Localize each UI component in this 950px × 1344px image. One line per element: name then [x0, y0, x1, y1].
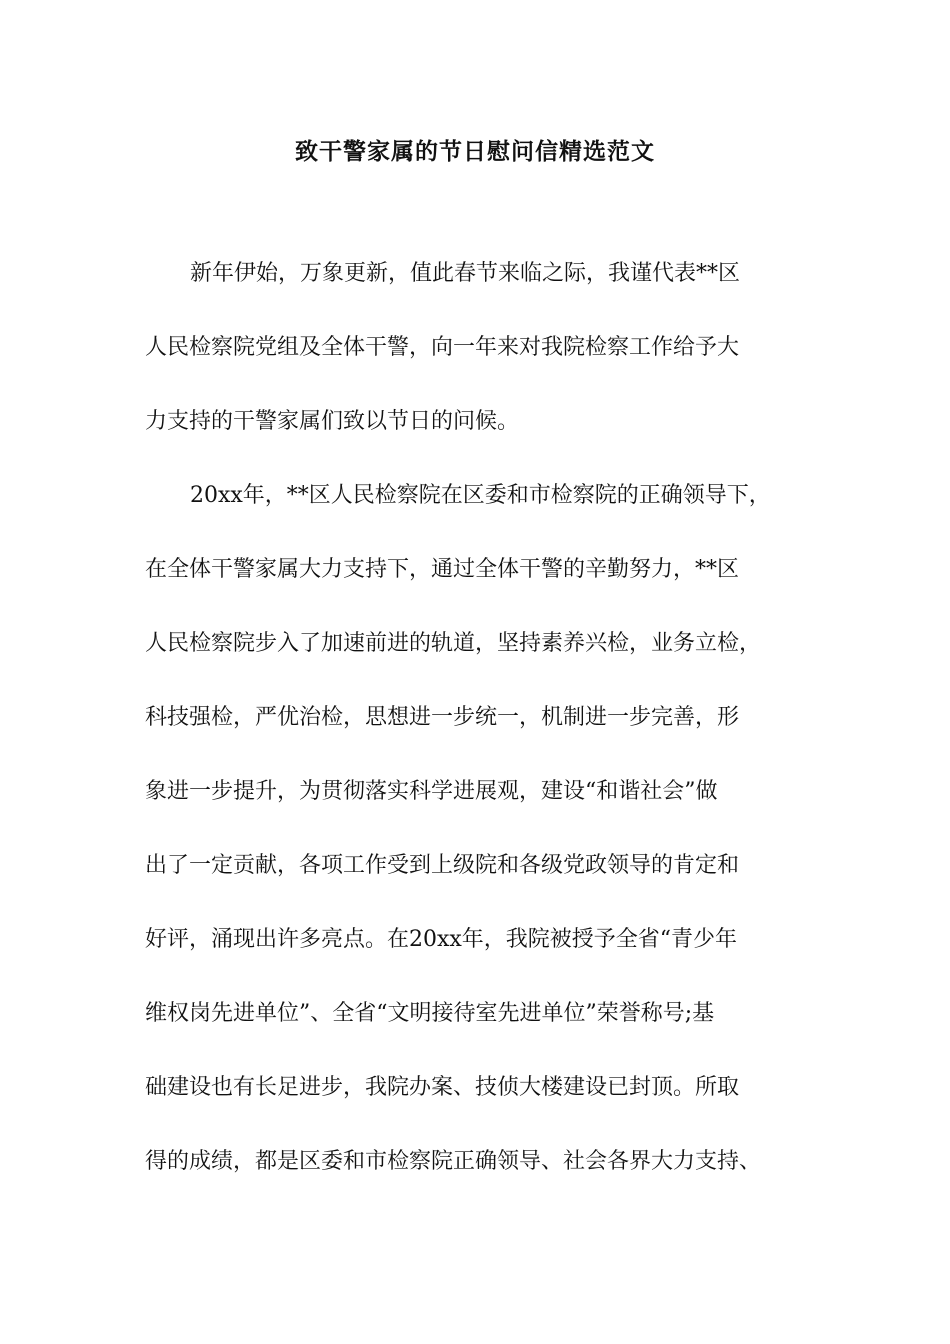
body-line-5: 在全体干警家属大力支持下，通过全体干警的辛勤努力，**区 [145, 557, 740, 582]
body-line-7: 科技强检，严优治检，思想进一步统一，机制进一步完善，形 [145, 705, 740, 730]
body-line-3: 力支持的干警家属们致以节日的问候。 [145, 409, 520, 434]
body-line-12: 础建设也有长足进步，我院办案、技侦大楼建设已封顶。所取 [145, 1075, 740, 1100]
body-line-13: 得的成绩，都是区委和市检察院正确领导、社会各界大力支持、 [145, 1149, 762, 1174]
body-line-1: 新年伊始，万象更新，值此春节来临之际，我谨代表**区 [190, 261, 741, 286]
body-line-11: 维权岗先进单位”、全省“文明接待室先进单位”荣誉称号;基 [145, 1001, 715, 1026]
body-line-10: 好评，涌现出许多亮点。在20xx年，我院被授予全省“青少年 [145, 927, 738, 952]
body-line-4: 20xx年，**区人民检察院在区委和市检察院的正确领导下， [190, 483, 771, 508]
body-line-6: 人民检察院步入了加速前进的轨道，坚持素养兴检，业务立检， [145, 631, 762, 656]
document-title: 致干警家属的节日慰问信精选范文 [295, 138, 655, 165]
body-line-9: 出了一定贡献，各项工作受到上级院和各级党政领导的肯定和 [145, 853, 740, 878]
body-line-8: 象进一步提升，为贯彻落实科学进展观，建设“和谐社会”做 [145, 779, 718, 804]
body-line-2: 人民检察院党组及全体干警，向一年来对我院检察工作给予大 [145, 335, 740, 360]
